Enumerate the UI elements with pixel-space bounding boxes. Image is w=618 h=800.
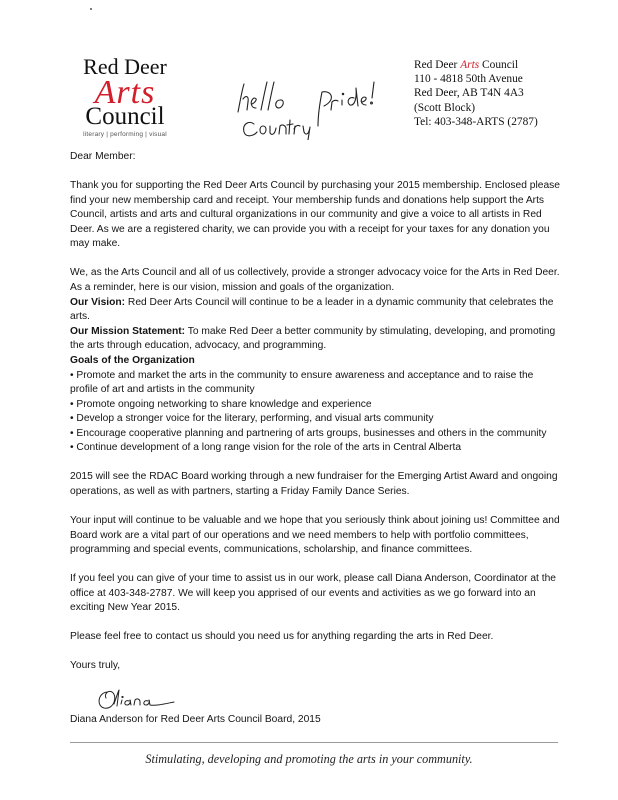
goal-item: • Continue development of a long range vision for the role of the arts in Central Alberta [70, 442, 462, 454]
logo-line-council: Council [85, 103, 165, 130]
address-org-suffix: Council [479, 59, 519, 71]
footer-divider [70, 742, 558, 743]
signer-name: Diana Anderson for Red Deer Arts Council Board, 2015 [70, 714, 321, 725]
mission-statement [70, 325, 560, 354]
address-org-arts: Arts [460, 59, 480, 71]
footer-slogan: Stimulating, developing and promoting the arts in your community. [145, 752, 473, 766]
logo-tagline: literary | performing | visual [83, 131, 167, 138]
goals-heading: Goals of the Organization [70, 354, 195, 366]
goal-item: • Encourage cooperative planning and partnering of arts groups, businesses and others in the community [70, 427, 547, 439]
address-phone: Tel: 403-348-ARTS (2787) [414, 115, 538, 128]
logo-line-arts: Arts [94, 74, 156, 111]
goal-item: • Promote and market the arts in the community to ensure awareness and acceptance and to raise the profile of art and artists in the community [70, 369, 534, 396]
closing: Yours truly, [70, 660, 121, 672]
vision-text: Red Deer Arts Council will continue to be a leader in a dynamic community that celebrates the arts. [70, 296, 554, 323]
scan-speck [90, 8, 92, 10]
paragraph-volunteer: Your input will continue to be valuable and we hope that you seriously think about joining us! Committee and Board work are a vital part of our operations and we need members to help with portfolio committees, programming and special events, communications, scholarship, and finance committees. [70, 515, 560, 556]
address-street: 110 - 4818 50th Avenue [414, 73, 523, 86]
mission-text: To make Red Deer a better community by stimulating, developing, and promoting the arts through education, advocacy, and programming. [70, 325, 556, 352]
organization-logo [62, 56, 188, 138]
paragraph-thanks: Thank you for supporting the Red Deer Arts Council by purchasing your 2015 membership. Enclosed please find your new membership card and receipt. Your membership funds and donations help support the Arts Council, artists and arts and cultural organizations in our community and give a voice to all artists in Red Deer. As we are a registered charity, we can provide you with a receipt for your taxes for any donation you may make. [70, 179, 560, 250]
letter-body [70, 150, 560, 674]
vision-statement [70, 296, 560, 325]
paragraph-advocacy: We, as the Arts Council and all of us collectively, provide a stronger advocacy voice for the Arts in Red Deer. As a reminder, here is our vision, mission and goals of the organization. [70, 267, 560, 293]
handwritten-note [232, 80, 382, 140]
organization-address [414, 58, 538, 129]
address-org-prefix: Red Deer [414, 59, 461, 71]
goal-item: • Develop a stronger voice for the literary, performing, and visual arts community [70, 413, 434, 425]
logo-line-red-deer: Red Deer [83, 54, 167, 79]
mission-label: Our Mission Statement: [70, 325, 186, 337]
address-city: Red Deer, AB T4N 4A3 [414, 87, 524, 100]
goal-item: • Promote ongoing networking to share knowledge and experience [70, 398, 372, 410]
paragraph-contact-us: Please feel free to contact us should you need us for anything regarding the arts in Red Deer. [70, 631, 494, 643]
signature-image [94, 686, 180, 714]
address-building: (Scott Block) [414, 101, 476, 114]
paragraph-fundraiser: 2015 will see the RDAC Board working through a new fundraiser for the Emerging Artist Award and ongoing operations, as well as with partners, starting a Friday Family Dance Series. [70, 471, 558, 498]
salutation: Dear Member: [70, 151, 136, 162]
address-org-name [414, 58, 538, 72]
vision-label: Our Vision: [70, 296, 126, 308]
paragraph-contact-coordinator: If you feel you can give of your time to assist us in our work, please call Diana Anderson, Coordinator at the office at 403-348-2787. We will keep you apprised of our events and activities as we go forward into an exciting New Year 2015. [70, 573, 556, 614]
